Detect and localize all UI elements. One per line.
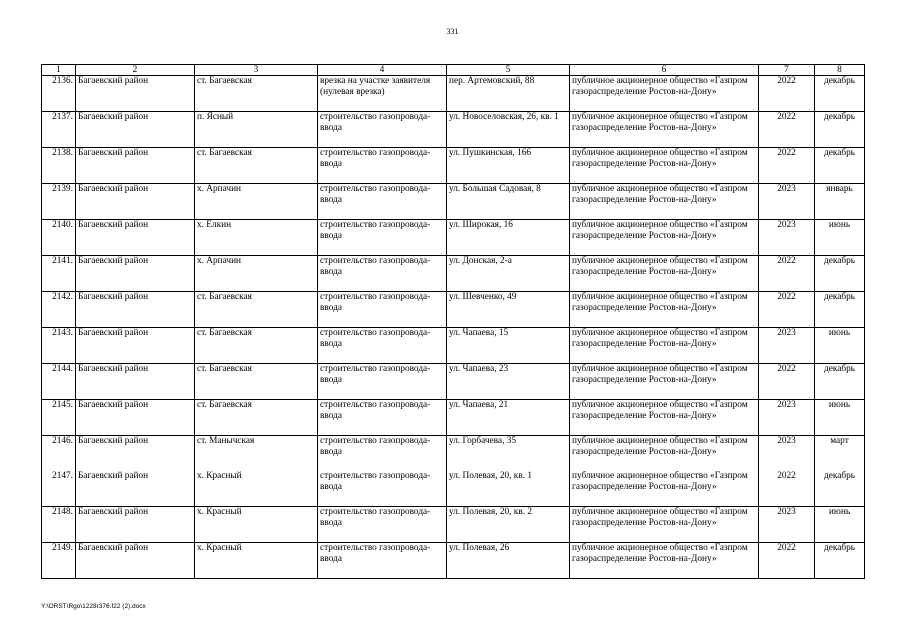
month-cell: июнь (815, 400, 865, 436)
address-cell: ул. Шевченко, 49 (447, 292, 570, 328)
table-row (42, 184, 865, 220)
month-cell: март (815, 436, 865, 472)
work-type-cell: строительство газопровода-ввода (318, 436, 447, 472)
table-row (42, 256, 865, 292)
month-cell: июнь (815, 507, 865, 543)
settlement-cell: ст. Багаевская (195, 400, 318, 436)
organization-cell: публичное акционерное общество «Газпром газораспределение Ростов-на-Дону» (570, 184, 759, 220)
column-header: 1 (42, 65, 76, 76)
table-row (42, 76, 865, 112)
district-cell: Багаевский район (76, 256, 195, 292)
district-cell: Багаевский район (76, 507, 195, 543)
settlement-cell: ст. Багаевская (195, 292, 318, 328)
settlement-cell: х. Красный (195, 507, 318, 543)
column-header: 8 (815, 65, 865, 76)
column-header: 4 (318, 65, 447, 76)
year-cell: 2022 (759, 364, 815, 400)
year-cell: 2023 (759, 507, 815, 543)
address-cell: пер. Артемовский, 88 (447, 76, 570, 112)
row-number: 2147. (42, 471, 76, 507)
year-cell: 2022 (759, 256, 815, 292)
month-cell: декабрь (815, 543, 865, 579)
column-header: 2 (76, 65, 195, 76)
column-header: 5 (447, 65, 570, 76)
district-cell: Багаевский район (76, 471, 195, 507)
column-numbers-row (42, 65, 865, 76)
settlement-cell: п. Ясный (195, 112, 318, 148)
settlement-cell: ст. Багаевская (195, 364, 318, 400)
district-cell: Багаевский район (76, 148, 195, 184)
work-type-cell: врезка на участке заявителя (нулевая врезка) (318, 76, 447, 112)
year-cell: 2022 (759, 76, 815, 112)
settlement-cell: х. Елкин (195, 220, 318, 256)
settlement-cell: х. Арпачин (195, 184, 318, 220)
organization-cell: публичное акционерное общество «Газпром газораспределение Ростов-на-Дону» (570, 471, 759, 507)
address-cell: ул. Полевая, 20, кв. 2 (447, 507, 570, 543)
year-cell: 2022 (759, 543, 815, 579)
work-type-cell: строительство газопровода-ввода (318, 400, 447, 436)
table-row (42, 328, 865, 364)
organization-cell: публичное акционерное общество «Газпром газораспределение Ростов-на-Дону» (570, 292, 759, 328)
work-type-cell: строительство газопровода-ввода (318, 256, 447, 292)
row-number: 2137. (42, 112, 76, 148)
table-row (42, 471, 865, 507)
settlement-cell: х. Арпачин (195, 256, 318, 292)
district-cell: Багаевский район (76, 364, 195, 400)
settlement-cell: ст. Багаевская (195, 76, 318, 112)
district-cell: Багаевский район (76, 543, 195, 579)
month-cell: декабрь (815, 148, 865, 184)
year-cell: 2022 (759, 292, 815, 328)
month-cell: декабрь (815, 364, 865, 400)
month-cell: июнь (815, 328, 865, 364)
table-row (42, 364, 865, 400)
organization-cell: публичное акционерное общество «Газпром газораспределение Ростов-на-Дону» (570, 507, 759, 543)
table-row (42, 400, 865, 436)
organization-cell: публичное акционерное общество «Газпром газораспределение Ростов-на-Дону» (570, 543, 759, 579)
work-type-cell: строительство газопровода-ввода (318, 112, 447, 148)
organization-cell: публичное акционерное общество «Газпром газораспределение Ростов-на-Дону» (570, 328, 759, 364)
year-cell: 2022 (759, 471, 815, 507)
row-number: 2139. (42, 184, 76, 220)
organization-cell: публичное акционерное общество «Газпром газораспределение Ростов-на-Дону» (570, 256, 759, 292)
settlement-cell: х. Красный (195, 543, 318, 579)
table-row (42, 436, 865, 472)
district-cell: Багаевский район (76, 220, 195, 256)
address-cell: ул. Широкая, 16 (447, 220, 570, 256)
organization-cell: публичное акционерное общество «Газпром газораспределение Ростов-на-Дону» (570, 148, 759, 184)
organization-cell: публичное акционерное общество «Газпром газораспределение Ростов-на-Дону» (570, 400, 759, 436)
row-number: 2145. (42, 400, 76, 436)
row-number: 2141. (42, 256, 76, 292)
month-cell: июнь (815, 220, 865, 256)
district-cell: Багаевский район (76, 328, 195, 364)
table-row (42, 220, 865, 256)
row-number: 2138. (42, 148, 76, 184)
settlement-cell: ст. Манычская (195, 436, 318, 472)
work-type-cell: строительство газопровода-ввода (318, 184, 447, 220)
address-cell: ул. Полевая, 20, кв. 1 (447, 471, 570, 507)
column-header: 7 (759, 65, 815, 76)
year-cell: 2022 (759, 112, 815, 148)
address-cell: ул. Чапаева, 15 (447, 328, 570, 364)
address-cell: ул. Большая Садовая, 8 (447, 184, 570, 220)
district-cell: Багаевский район (76, 436, 195, 472)
file-path-footer: Y:\ORST\Rgo\1228r376.f22 (2).docx (41, 603, 146, 610)
district-cell: Багаевский район (76, 112, 195, 148)
column-header: 3 (195, 65, 318, 76)
row-number: 2144. (42, 364, 76, 400)
work-type-cell: строительство газопровода-ввода (318, 507, 447, 543)
address-cell: ул. Пушкинская, 166 (447, 148, 570, 184)
organization-cell: публичное акционерное общество «Газпром газораспределение Ростов-на-Дону» (570, 76, 759, 112)
settlement-cell: ст. Багаевская (195, 328, 318, 364)
organization-cell: публичное акционерное общество «Газпром газораспределение Ростов-на-Дону» (570, 364, 759, 400)
work-type-cell: строительство газопровода-ввода (318, 364, 447, 400)
work-type-cell: строительство газопровода-ввода (318, 148, 447, 184)
year-cell: 2023 (759, 184, 815, 220)
address-cell: ул. Полевая, 26 (447, 543, 570, 579)
row-number: 2148. (42, 507, 76, 543)
address-cell: ул. Чапаева, 21 (447, 400, 570, 436)
year-cell: 2023 (759, 436, 815, 472)
settlement-cell: х. Красный (195, 471, 318, 507)
month-cell: декабрь (815, 76, 865, 112)
organization-cell: публичное акционерное общество «Газпром газораспределение Ростов-на-Дону» (570, 220, 759, 256)
row-number: 2142. (42, 292, 76, 328)
work-type-cell: строительство газопровода-ввода (318, 543, 447, 579)
district-cell: Багаевский район (76, 400, 195, 436)
month-cell: декабрь (815, 256, 865, 292)
year-cell: 2023 (759, 328, 815, 364)
address-cell: ул. Горбачева, 35 (447, 436, 570, 472)
row-number: 2146. (42, 436, 76, 472)
row-number: 2143. (42, 328, 76, 364)
work-type-cell: строительство газопровода-ввода (318, 471, 447, 507)
table-row (42, 543, 865, 579)
month-cell: декабрь (815, 292, 865, 328)
year-cell: 2023 (759, 400, 815, 436)
year-cell: 2022 (759, 148, 815, 184)
table-row (42, 507, 865, 543)
row-number: 2136. (42, 76, 76, 112)
month-cell: декабрь (815, 471, 865, 507)
work-type-cell: строительство газопровода-ввода (318, 328, 447, 364)
year-cell: 2023 (759, 220, 815, 256)
organization-cell: публичное акционерное общество «Газпром газораспределение Ростов-на-Дону» (570, 112, 759, 148)
register-table (41, 64, 865, 579)
work-type-cell: строительство газопровода-ввода (318, 220, 447, 256)
column-header: 6 (570, 65, 759, 76)
row-number: 2149. (42, 543, 76, 579)
settlement-cell: ст. Багаевская (195, 148, 318, 184)
district-cell: Багаевский район (76, 184, 195, 220)
address-cell: ул. Чапаева, 23 (447, 364, 570, 400)
district-cell: Багаевский район (76, 292, 195, 328)
table-row (42, 148, 865, 184)
district-cell: Багаевский район (76, 76, 195, 112)
table-row (42, 292, 865, 328)
organization-cell: публичное акционерное общество «Газпром газораспределение Ростов-на-Дону» (570, 436, 759, 472)
address-cell: ул. Новоселовская, 26, кв. 1 (447, 112, 570, 148)
page-number: 331 (446, 27, 459, 36)
row-number: 2140. (42, 220, 76, 256)
address-cell: ул. Донская, 2-а (447, 256, 570, 292)
work-type-cell: строительство газопровода-ввода (318, 292, 447, 328)
month-cell: январь (815, 184, 865, 220)
table-row (42, 112, 865, 148)
month-cell: декабрь (815, 112, 865, 148)
